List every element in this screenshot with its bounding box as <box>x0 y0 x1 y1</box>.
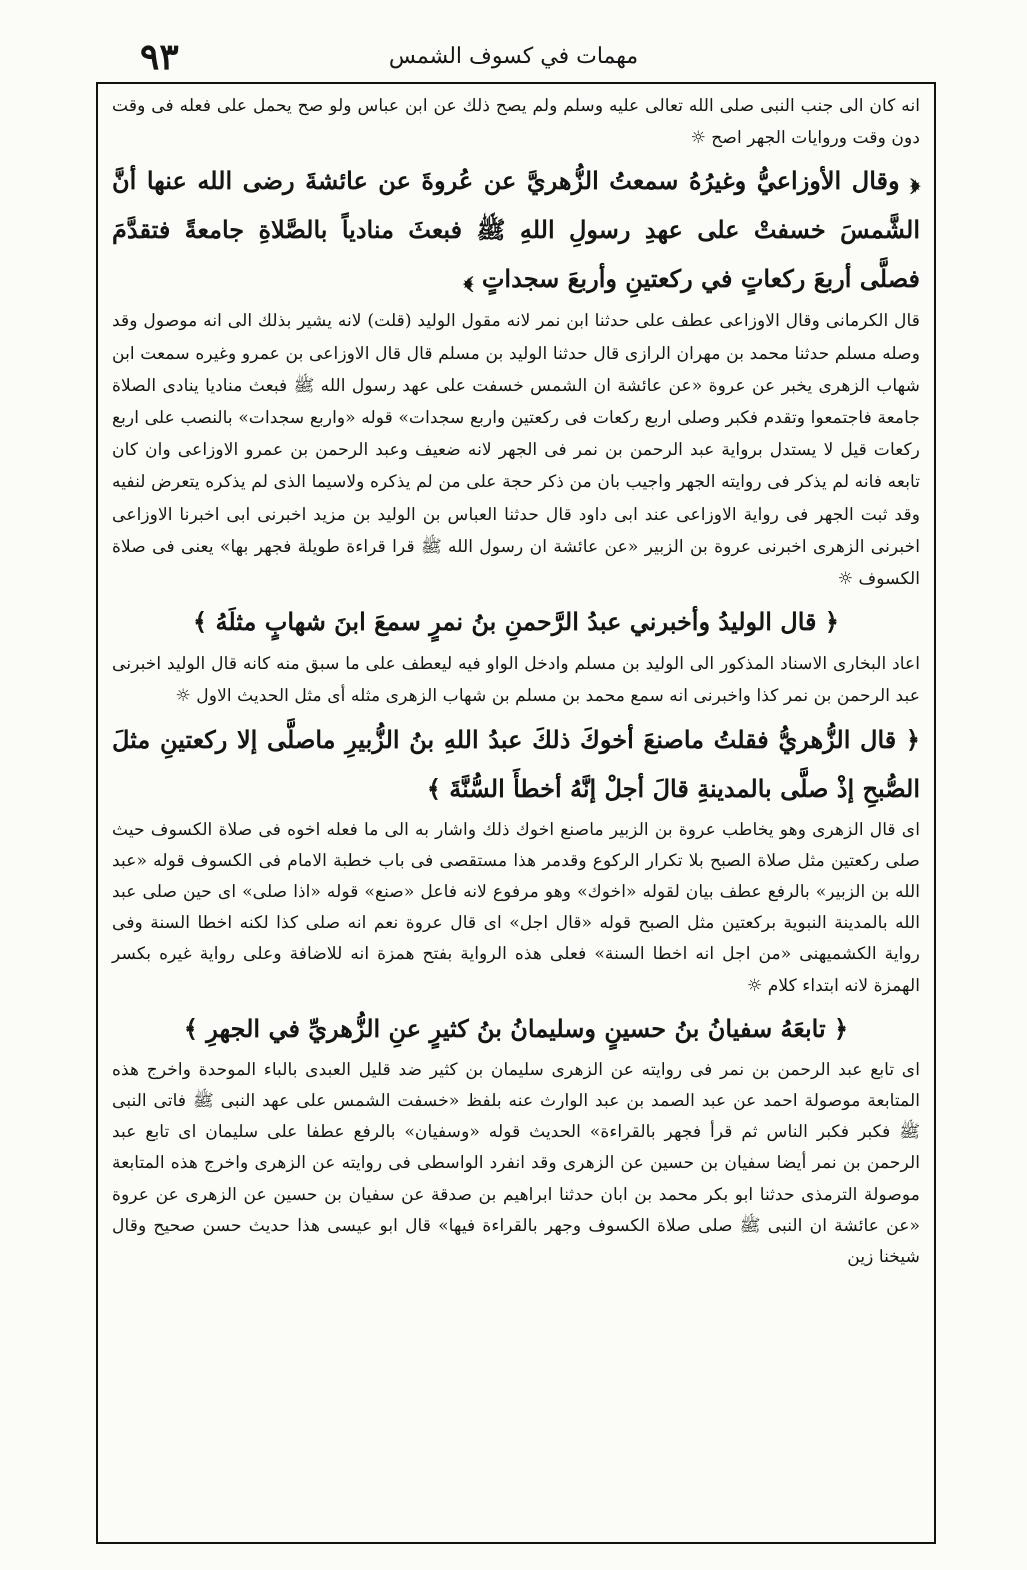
hadith-text-1: ﴿ وقال الأوزاعيُّ وغيرُهُ سمعتُ الزُّهريَّ عن عُروةَ عن عائشةَ رضى الله عنها أنَّ الشَّمسَ خسفتْ على عهدِ رسولِ اللهِ ﷺ فبعثَ منادياً بالصَّلاةِ جامعةً فتقدَّمَ فصلَّى أربعَ ركعاتٍ في ركعتينِ وأربعَ سجداتٍ ﴾ <box>112 166 920 294</box>
hadith-text-2: ﴿ قال الوليدُ وأخبرني عبدُ الرَّحمنِ بنُ نمرٍ سمعَ ابنَ شهابٍ مثلَهُ ﴾ <box>193 607 839 637</box>
hadith-text-3: ﴿ قال الزُّهريُّ فقلتُ ماصنعَ أخوكَ ذلكَ عبدُ اللهِ بنُ الزُّبيرِ ماصلَّى إلا ركعتينِ مثلَ الصُّبحِ إذْ صلَّى بالمدينةِ قالَ أجلْ إنَّهُ أخطأَ السُّنَّةَ ﴾ <box>112 724 920 803</box>
hadith-text-4: ﴿ تابعَهُ سفيانُ بنُ حسينٍ وسليمانُ بنُ كثيرٍ عنِ الزُّهريِّ في الجهرِ ﴾ <box>183 1013 849 1043</box>
text-frame <box>96 82 936 1544</box>
page-number: ٩٣ <box>140 36 179 78</box>
running-title: مهمات في كسوف الشمس <box>388 44 639 69</box>
commentary-paragraph-5: اى تابع عبد الرحمن بن نمر فى روايته عن الزهرى سليمان بن كثير ضد قليل العبدى بالباء الموحدة واخرج هذه المتابعة موصولة احمد عن عبد الصمد بن عبد الوارث عنه بلفظ «خسفت الشمس على عهد النبى ﷺ فاتى النبى ﷺ فكبر فكبر الناس ثم قرأ فجهر بالقراءة» الحديث قوله «وسفيان» بالرفع عطفا على سليمان اى تابع عبد الرحمن بن نمر أيضا سفيان بن حسين عن الزهرى وقد انفرد الواسطى فى روايته عن الزهرى واخرج هذه المتابعة موصولة الترمذى حدثنا ابو بكر محمد بن ابان حدثنا ابراهيم بن صدقة عن سفيان بن حسين عن الزهرى عن عروة «عن عائشة ان النبى ﷺ صلى صلاة الكسوف وجهر بالقراءة فيها» قال ابو عيسى هذا حديث حسن صحيح وقال شيخنا زين <box>112 1059 920 1268</box>
commentary-paragraph-4: اى قال الزهرى وهو يخاطب عروة بن الزبير ماصنع اخوك ذلك واشار به الى ما فعله اخوه فى صلاة الكسوف حيث صلى ركعتين مثل صلاة الصبح بلا تكرار الركوع وقدمر هذا مستقصى فى باب خطبة الامام فى الكسوف قوله «عبد الله بن الزبير» بالرفع عطف بيان لقوله «اخوك» وهو مرفوع لانه فاعل «صنع» قوله «اذا صلى» اى حين صلى عبد الله بالمدينة النبوية بركعتين مثل الصبح قوله «قال اجل» اى قال عروة نعم انه صلى كذا لكنه اخطا السنة وفى رواية الكشميهنى «من اجل انه اخطا السنة» فعلى هذه الرواية بفتح همزة انه للاضافة وعلى رواية غيره بكسر الهمزة لانه ابتداء كلام ☼ <box>112 819 920 996</box>
commentary-paragraph-3: اعاد البخارى الاسناد المذكور الى الوليد بن مسلم وادخل الواو فيه ليعطف على ما سبق منه كانه قال الوليد اخبرنى عبد الرحمن بن نمر كذا واخبرنى انه سمع محمد بن مسلم بن شهاب الزهرى مثله أى مثل الحديث الاول ☼ <box>112 654 920 707</box>
commentary-paragraph-2: قال الكرمانى وقال الاوزاعى عطف على حدثنا ابن نمر لانه مقول الوليد (قلت) لانه يشير بذلك الى انه موصول وقد وصله مسلم حدثنا محمد بن مهران الرازى قال حدثنا الوليد بن مسلم قال قال الاوزاعى بن عمرو وغيره سمعت ابن شهاب الزهرى يخبر عن عروة «عن عائشة ان الشمس خسفت على عهد رسول الله ﷺ فبعث مناديا ينادى الصلاة جامعة فاجتمعوا وتقدم فكبر وصلى اربع ركعات فى ركعتين واربع سجدات» قوله «واربع سجدات» بالنصب على اربع ركعات قيل لا يستدل برواية عبد الرحمن بن نمر فى الجهر لانه ضعيف وعبد الرحمن بن عمرو الاوزاعى وان كان تابعه فانه لم يذكر فى روايته الجهر واجيب بان من ذكر حجة على من لم يذكره ولاسيما الذى لم يذكره يتعرض لنفيه وقد ثبت الجهر فى رواية الاوزاعى عند ابى داود قال حدثنا العباس بن الوليد بن مزيد اخبرنى ابى اخبرنا الاوزاعى اخبرنى الزهرى اخبرنى عروة بن الزبير «عن عائشة ان رسول الله ﷺ قرا قراءة طويلة فجهر بها» يعنى فى صلاة الكسوف ☼ <box>112 311 920 590</box>
commentary-paragraph-1: انه كان الى جنب النبى صلى الله تعالى عليه وسلم ولم يصح ذلك عن ابن عباس ولو صح يحمل على فعله فى وقت دون وقت وروايات الجهر اصح ☼ <box>112 96 920 149</box>
